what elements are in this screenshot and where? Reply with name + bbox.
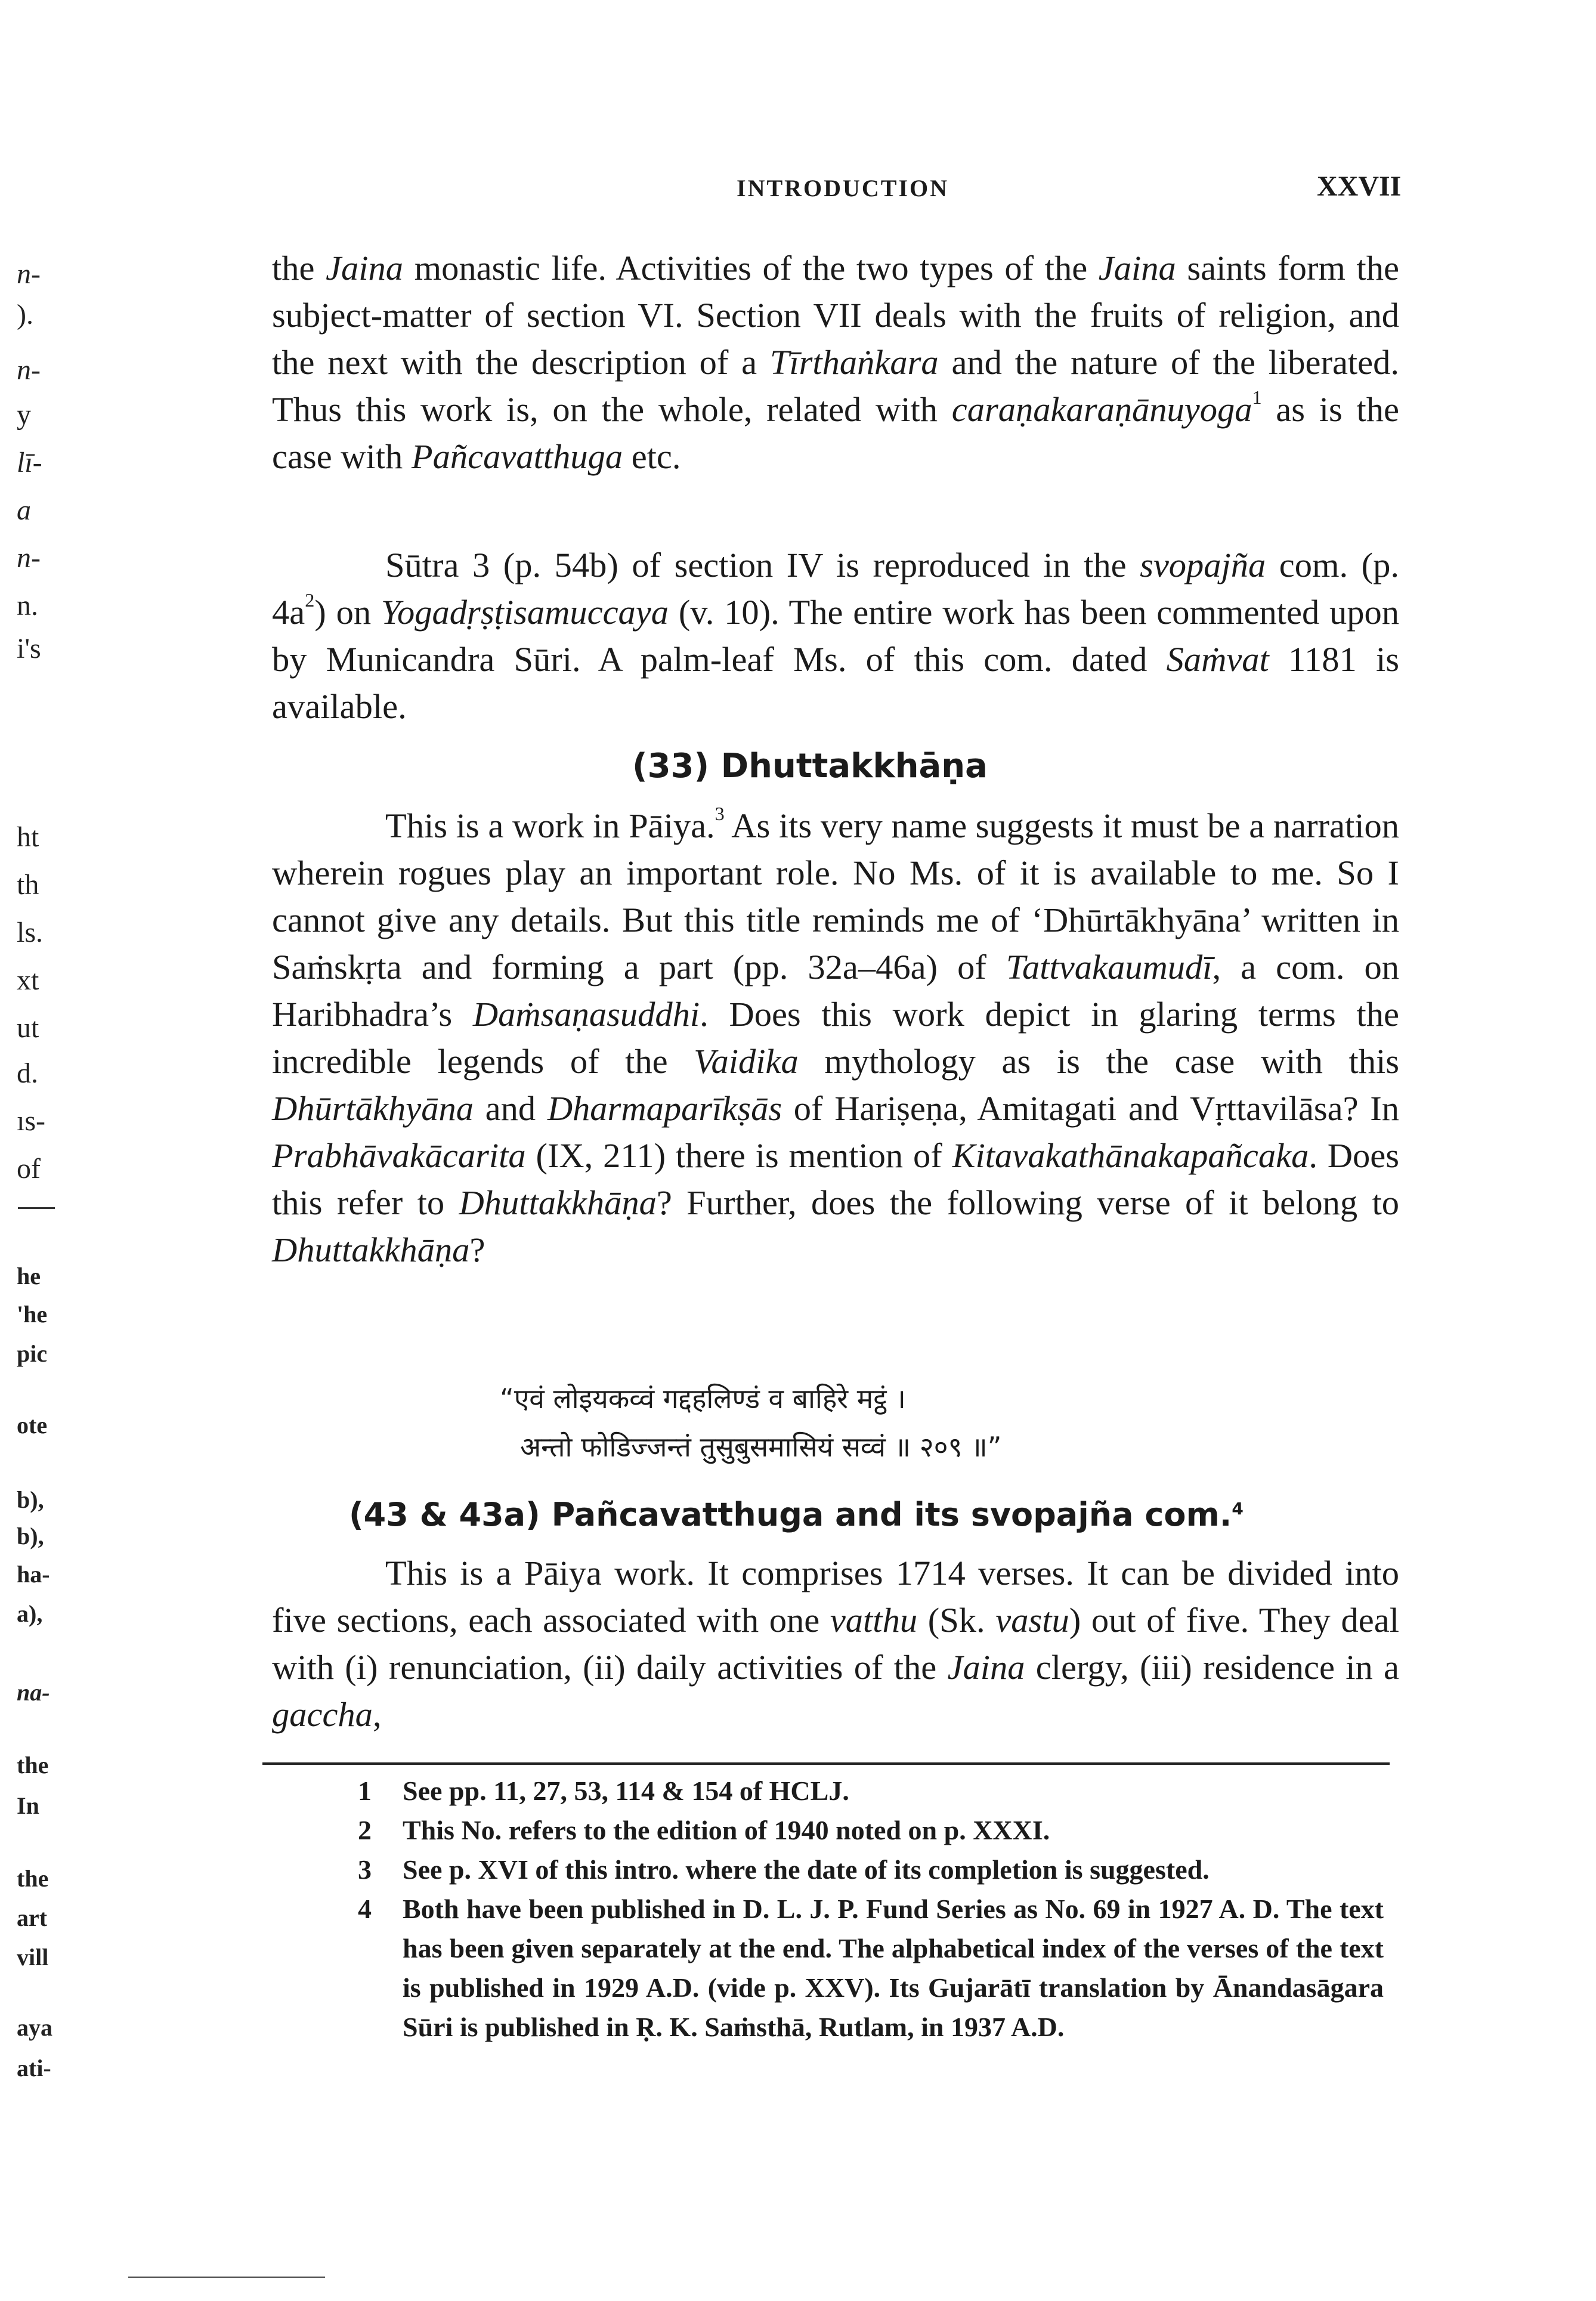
footnote (352, 1811, 1384, 1850)
margin-fragment: ht (17, 821, 39, 853)
margin-fragment: pic (17, 1340, 48, 1367)
italic-term: Jaina (947, 1648, 1025, 1687)
bottom-margin-line (128, 2277, 325, 2278)
footnote (352, 1850, 1384, 1889)
margin-fragment: b), (17, 1486, 44, 1513)
verse-line-2: अन्तो फोडिज्जन्तं तुसुबुसमासियं सव्वं ॥ २०९ ॥” (520, 1431, 1002, 1463)
margin-fragment: aya (17, 2014, 52, 2041)
italic-term: Daṁsaṇasuddhi (472, 995, 700, 1034)
heading-text: (43 & 43a) Pañcavatthuga and its svopajña com. (349, 1496, 1232, 1533)
italic-term: Kitavakathānakapañcaka (952, 1136, 1309, 1175)
margin-fragment: of (17, 1153, 41, 1184)
margin-fragment: d. (17, 1057, 38, 1089)
left-margin-fragments (17, 0, 82, 2301)
italic-term: Dhuttakkhāṇa (459, 1183, 657, 1222)
italic-term: Tattvakaumudī (1006, 948, 1213, 986)
page-number: XXVII (1317, 171, 1402, 202)
paragraph-dhuttakkhana (272, 802, 1399, 1273)
margin-fragment: ote (17, 1412, 48, 1439)
footnote-number: 1 (358, 1776, 372, 1806)
italic-term: caraṇakaraṇānuyoga (951, 390, 1252, 429)
margin-fragment: ati- (17, 2055, 51, 2082)
margin-fragment: In (17, 1792, 39, 1819)
margin-fragment: n. (17, 590, 38, 621)
margin-fragment: the (17, 1752, 49, 1779)
margin-fragment: lī- (17, 447, 42, 478)
running-title: INTRODUCTION (737, 175, 949, 202)
italic-term: Tīrthaṅkara (769, 343, 939, 382)
margin-fragment: n- (17, 258, 41, 290)
italic-term: Dhuttakkhāṇa (272, 1230, 470, 1269)
footnote (352, 1771, 1384, 1811)
margin-fragment: ). (17, 299, 33, 330)
footnote-text: See p. XVI of this intro. where the date of its completion is suggested. (403, 1854, 1210, 1885)
italic-term: gaccha (272, 1695, 373, 1734)
italic-term: Dharmaparīkṣās (547, 1089, 782, 1128)
paragraph-pancavatthuga (272, 1550, 1399, 1738)
italic-term: Jaina (1098, 249, 1176, 287)
italic-term: Pañcavatthuga (411, 437, 623, 476)
footnote-marker: 1 (1252, 386, 1262, 409)
italic-term: Dhūrtākhyāna (272, 1089, 474, 1128)
verse-line-1: “एवं लोइयकव्वं गद्दहलिण्डं व बाहिरे मट्ठं । (500, 1383, 906, 1415)
margin-fragment: ıs- (17, 1105, 45, 1137)
margin-fragment: b), (17, 1523, 44, 1550)
italic-term: vastu (995, 1601, 1069, 1640)
paragraph-text: This is a Pāiya work. It comprises 1714 verses. It can be divided into five sections, each associated with one vatthu (Sk. vastu) out of five. They deal with (i) renunciation, (ii) daily activities of the Jaina clergy, (iii) residence in a gaccha, (272, 1554, 1400, 1734)
margin-fragment: na- (17, 1679, 50, 1706)
paragraph-text: the Jaina monastic life. Activities of the two types of the Jaina saints form the subject-matter of section VI. Section VII deals with the fruits of religion, and the next with the description of a Tīrthaṅkara and the nature of the liberated. Thus this work is, on the whole, related with caraṇakaraṇānuyoga$^1$ as is the case with Pañcavatthuga etc. (272, 249, 1400, 476)
paragraph-text: This is a work in Pāiya.$^3$ As its very name suggests it must be a narration wherein rogues play an important role. No Ms. of it is available to me. So I cannot give any details. But this title reminds me of ‘Dhūrtākhyāna’ written in Saṁskṛta and forming a part (pp. 32a–46a) of Tattvakaumudī, a com. on Haribhadra’s Daṁsaṇasuddhi. Does this work depict in glaring terms the incredible legends of the Vaidika mythology as is the case with this Dhūrtākhyāna and Dharmaparīkṣās of Hariṣeṇa, Amitagati and Vṛttavilāsa? In Prabhāvakācarita (IX, 211) there is mention of Kitavakathānakapañcaka. Does this refer to Dhuttakkhāṇa? Further, does the following verse of it belong to Dhuttakkhāṇa? (272, 803, 1400, 1269)
footnote-number: 3 (358, 1854, 372, 1885)
margin-fragment: vill (17, 1944, 49, 1971)
paragraph-sutra-3 (272, 542, 1399, 730)
italic-term: vatthu (830, 1601, 918, 1640)
footnote-marker: 3 (715, 803, 725, 825)
footnote-number: 2 (358, 1815, 372, 1845)
paragraph-jaina-monastic-life (272, 245, 1399, 480)
footnote-number: 4 (358, 1894, 372, 1924)
paragraph-text: Sūtra 3 (p. 54b) of section IV is reproduced in the svopajña com. (p. $4a^2$) on Yogadṛṣṭisamuccaya (v. 10). The entire work has been commented upon by Municandra Sūri. A palm-leaf Ms. of this com. dated Saṁvat 1181 is available. (272, 546, 1400, 726)
margin-fragment: a), (17, 1600, 43, 1627)
margin-fragment: 'he (17, 1301, 48, 1328)
margin-fragment: xt (17, 964, 39, 996)
footnotes (352, 1771, 1384, 2047)
section-heading-33: (33) Dhuttakkhāṇa (632, 747, 988, 785)
margin-fragment: n- (17, 354, 41, 386)
italic-term: Yogadṛṣṭisamuccaya (381, 593, 669, 632)
footnote-marker: 2 (305, 589, 315, 611)
margin-fragment: ls. (17, 917, 44, 948)
footnote-text: This No. refers to the edition of 1940 noted on p. XXXI. (403, 1815, 1050, 1845)
margin-fragment: ha- (17, 1561, 50, 1588)
margin-fragment: th (17, 869, 39, 901)
margin-fragment: i's (17, 633, 41, 664)
italic-term: Saṁvat (1166, 640, 1269, 679)
margin-rule (18, 1207, 55, 1209)
italic-term: Jaina (326, 249, 404, 287)
margin-fragment: a (17, 494, 31, 526)
italic-term: svopajña (1140, 546, 1266, 584)
margin-fragment: ut (17, 1012, 39, 1044)
section-heading-43 (349, 1496, 1244, 1533)
italic-term: Vaidika (694, 1042, 799, 1081)
margin-fragment: the (17, 1865, 49, 1892)
footnote-divider (262, 1762, 1390, 1765)
margin-fragment: y (17, 399, 31, 431)
margin-fragment: art (17, 1904, 48, 1931)
margin-fragment: he (17, 1263, 41, 1289)
footnote-text: See pp. 11, 27, 53, 114 & 154 of HCLJ. (403, 1776, 849, 1806)
footnote (352, 1889, 1384, 2047)
margin-fragment: n- (17, 542, 41, 574)
italic-term: Prabhāvakācarita (272, 1136, 526, 1175)
footnote-text: Both have been published in D. L. J. P. Fund Series as No. 69 in 1927 A. D. The text has been given separately at the end. The alphabetical index of the verses of the text is published in 1929 A.D. (vide p. XXV). Its Gujarātī translation by Ānandasāgara Sūri is published in Ṛ. K. Saṁsthā, Rutlam, in 1937 A.D. (403, 1894, 1384, 2042)
footnote-marker: 4 (1232, 1499, 1244, 1518)
